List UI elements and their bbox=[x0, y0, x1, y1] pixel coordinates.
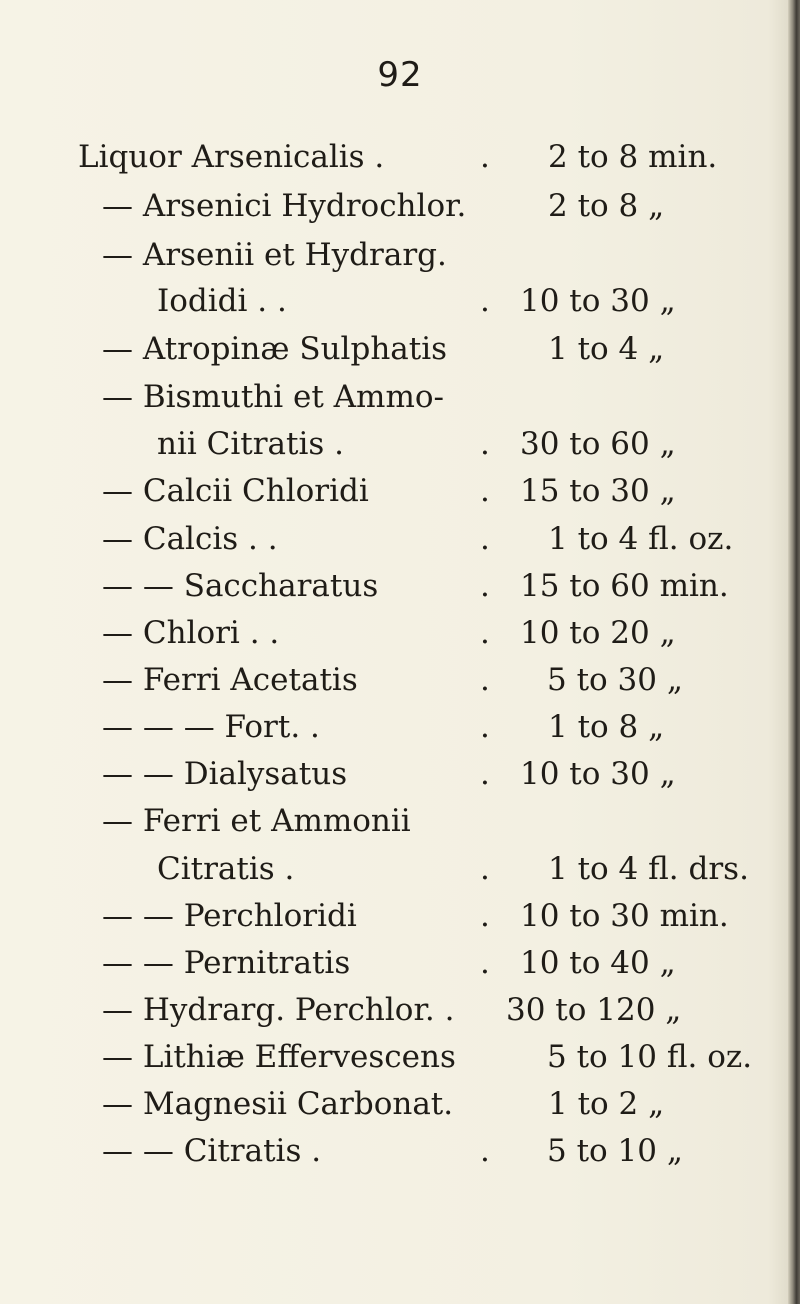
dose-range: 1 to 4 „ bbox=[548, 331, 665, 367]
dose-range: 10 to 30 min. bbox=[520, 898, 729, 934]
table-row bbox=[0, 518, 800, 560]
table-row bbox=[0, 848, 800, 890]
drug-name: — — — Fort. . bbox=[102, 709, 320, 745]
drug-name: Liquor Arsenicalis . bbox=[78, 139, 385, 175]
table-row bbox=[0, 1036, 800, 1078]
leader-dot: . bbox=[480, 568, 490, 604]
drug-name: — Atropinæ Sulphatis bbox=[102, 331, 448, 367]
table-row bbox=[0, 612, 800, 654]
table-row bbox=[0, 234, 800, 276]
dose-range: 15 to 30 „ bbox=[520, 473, 676, 509]
table-row bbox=[0, 185, 800, 227]
drug-name: — Lithiæ Effervescens bbox=[102, 1039, 456, 1075]
leader-dot: . bbox=[480, 709, 490, 745]
dose-range: 1 to 4 fl. oz. bbox=[548, 521, 734, 557]
leader-dot: . bbox=[480, 139, 490, 175]
dose-range: 1 to 4 fl. drs. bbox=[548, 851, 749, 887]
drug-name: — — Dialysatus bbox=[102, 756, 348, 792]
dose-range: 30 to 60 „ bbox=[520, 426, 676, 462]
table-row bbox=[0, 328, 800, 370]
dose-range: 2 to 8 min. bbox=[548, 139, 718, 175]
table-row bbox=[0, 565, 800, 607]
page-number: 92 bbox=[377, 55, 423, 95]
table-row bbox=[0, 895, 800, 937]
table-row bbox=[0, 280, 800, 322]
drug-name: — Arsenii et Hydrarg. bbox=[102, 237, 447, 273]
drug-name: — Bismuthi et Ammo- bbox=[102, 379, 444, 415]
drug-name: — Calcis . . bbox=[102, 521, 278, 557]
table-row bbox=[0, 706, 800, 748]
dose-range: 2 to 8 „ bbox=[548, 188, 665, 224]
leader-dot: . bbox=[480, 898, 490, 934]
table-row bbox=[0, 1083, 800, 1125]
leader-dot: . bbox=[480, 662, 490, 698]
table-row bbox=[0, 136, 800, 178]
dose-range: 10 to 20 „ bbox=[520, 615, 676, 651]
table-row bbox=[0, 1130, 800, 1172]
leader-dot: . bbox=[480, 473, 490, 509]
table-row bbox=[0, 659, 800, 701]
table-row bbox=[0, 470, 800, 512]
leader-dot: . bbox=[480, 945, 490, 981]
table-row bbox=[0, 800, 800, 842]
dose-range: 10 to 30 „ bbox=[520, 283, 676, 319]
drug-name: — Hydrarg. Perchlor. . bbox=[102, 992, 455, 1028]
leader-dot: . bbox=[480, 521, 490, 557]
leader-dot: . bbox=[480, 756, 490, 792]
dose-range: 30 to 120 „ bbox=[506, 992, 682, 1028]
table-row bbox=[0, 753, 800, 795]
drug-name: Citratis . bbox=[157, 851, 295, 887]
table-row bbox=[0, 942, 800, 984]
leader-dot: . bbox=[480, 426, 490, 462]
drug-name: nii Citratis . bbox=[157, 426, 345, 462]
drug-name: — — Citratis . bbox=[102, 1133, 322, 1169]
dose-range: 15 to 60 min. bbox=[520, 568, 729, 604]
leader-dot: . bbox=[480, 283, 490, 319]
drug-name: — — Pernitratis bbox=[102, 945, 351, 981]
table-row bbox=[0, 423, 800, 465]
drug-name: — Chlori . . bbox=[102, 615, 280, 651]
leader-dot: . bbox=[480, 615, 490, 651]
drug-name: — Arsenici Hydrochlor. bbox=[102, 188, 467, 224]
drug-name: — — Saccharatus bbox=[102, 568, 379, 604]
drug-name: — Magnesii Carbonat. bbox=[102, 1086, 454, 1122]
dose-range: 10 to 40 „ bbox=[520, 945, 676, 981]
dose-range: 1 to 2 „ bbox=[548, 1086, 665, 1122]
drug-name: — Ferri Acetatis bbox=[102, 662, 358, 698]
leader-dot: . bbox=[480, 1133, 490, 1169]
drug-name: — Calcii Chloridi bbox=[102, 473, 369, 509]
leader-dot: . bbox=[480, 851, 490, 887]
dose-range: 5 to 30 „ bbox=[547, 662, 683, 698]
drug-name: Iodidi . . bbox=[157, 283, 287, 319]
dose-range: 5 to 10 „ bbox=[547, 1133, 683, 1169]
drug-name: — Ferri et Ammonii bbox=[102, 803, 411, 839]
drug-name: — — Perchloridi bbox=[102, 898, 357, 934]
dose-range: 5 to 10 fl. oz. bbox=[547, 1039, 753, 1075]
table-row bbox=[0, 376, 800, 418]
dose-range: 1 to 8 „ bbox=[548, 709, 665, 745]
table-row bbox=[0, 989, 800, 1031]
dose-range: 10 to 30 „ bbox=[520, 756, 676, 792]
